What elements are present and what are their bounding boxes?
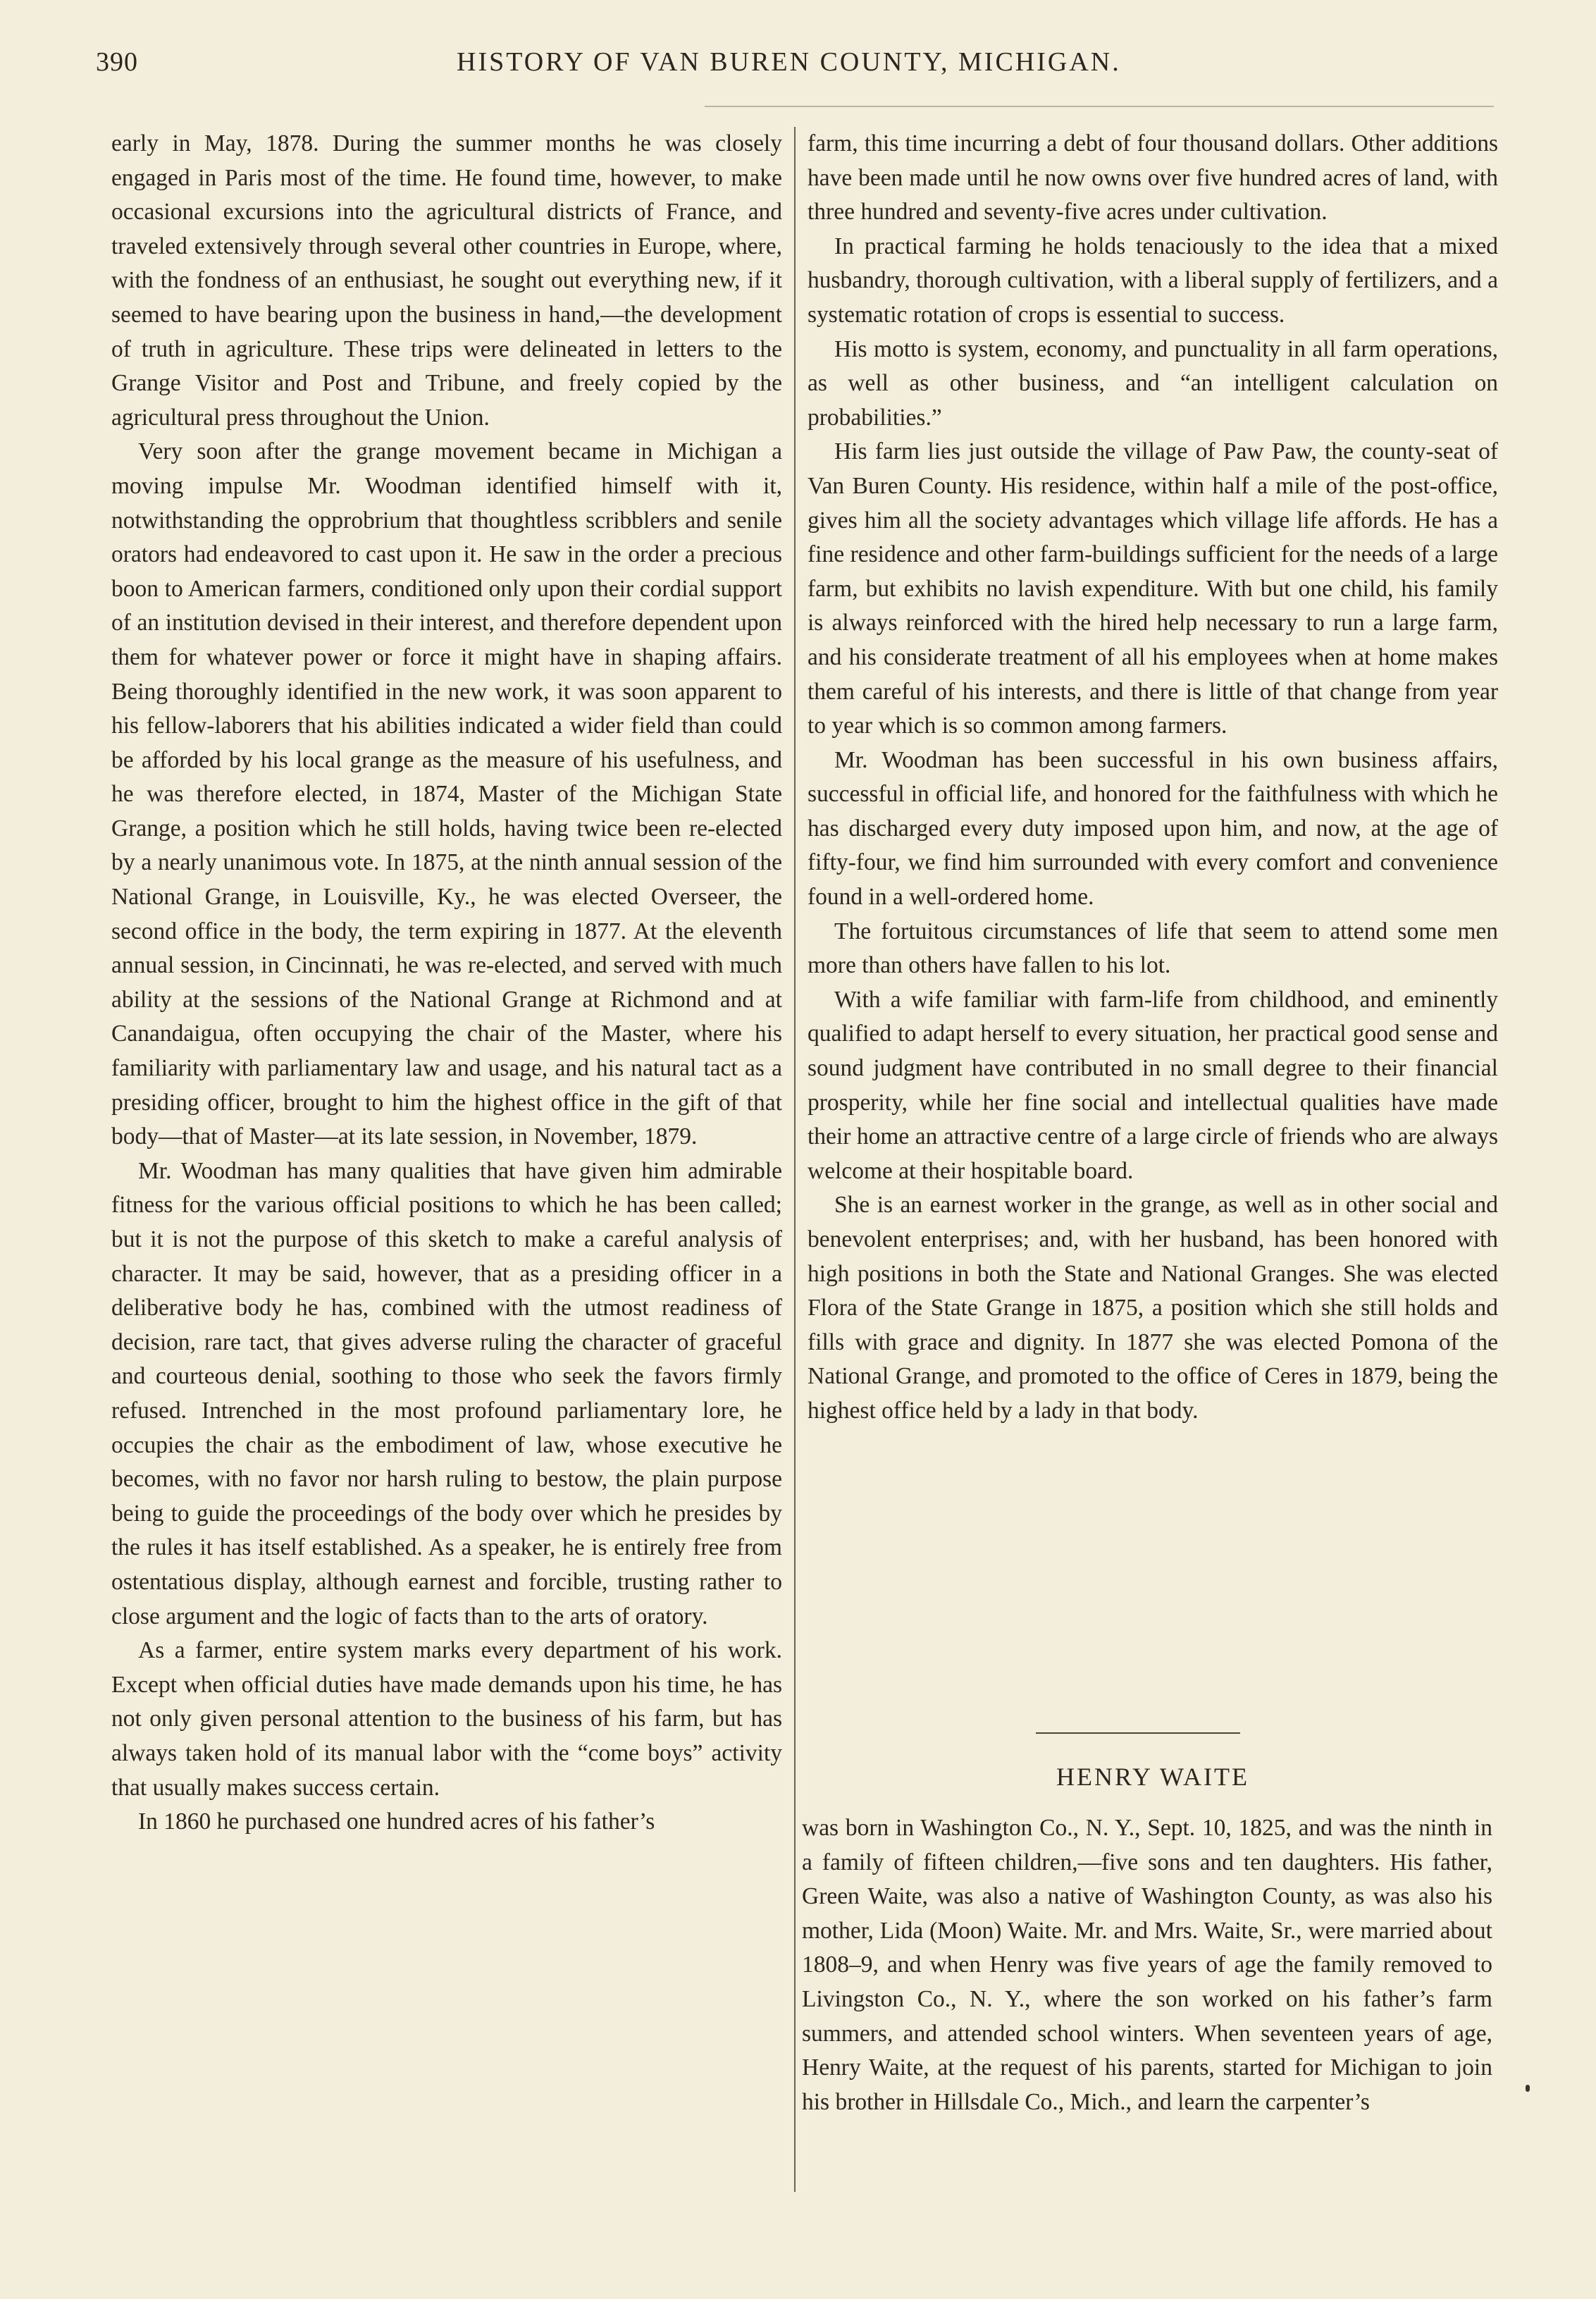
page-number: 390 <box>96 47 138 77</box>
paragraph: Very soon after the grange movement became in Michigan a moving impulse Mr. Woodman identified himself with it, notwithstanding the opprobrium that thoughtless scribblers and senile orators had endeavored to cast upon it. He saw in the order a precious boon to American farmers, conditioned only upon their cordial support of an institution devised in their interest, and therefore dependent upon them for whatever power or force it might have in shaping affairs. Being thoroughly identified in the new work, it was soon apparent to his fellow-laborers that his abilities indicated a wider field than could be afforded by his local grange as the measure of his usefulness, and he was therefore elected, in 1874, Master of the Michigan State Grange, a position which he still holds, having twice been re-elected by a nearly unanimous vote. In 1875, at the ninth annual session of the National Grange, in Louisville, Ky., he was elected Overseer, the second office in the body, the term expiring in 1877. At the eleventh annual session, in Cincinnati, he was re-elected, and served with much ability at the sessions of the National Grange at Richmond and at Canandaigua, often occupying the chair of the Master, where his familiarity with parliamentary law and usage, and his natural tact as a presiding officer, brought to him the highest office in the gift of that body—that of Master—at its late session, in November, 1879. <box>111 438 782 1150</box>
right-column <box>808 127 1498 1429</box>
ink-speck <box>1526 2085 1530 2092</box>
paragraph: With a wife familiar with farm-life from childhood, and eminently qualified to adapt herself to every situation, her practical good sense and sound judgment have contributed in no small degree to their financial prosperity, while her fine social and intellectual qualities have made their home an attractive centre of a large circle of friends who are always welcome at their hospitable board. <box>808 986 1498 1184</box>
running-head: HISTORY OF VAN BUREN COUNTY, MICHIGAN. <box>457 47 1121 77</box>
paragraph: His motto is system, economy, and punctuality in all farm operations, as well as other business, and “an intelligent calculation on probabilities.” <box>808 335 1498 431</box>
paragraph: farm, this time incurring a debt of four thousand dollars. Other additions have been made until he now owns over five hundred acres of land, with three hundred and seventy-five acres under cultivation. <box>808 130 1498 226</box>
paragraph: As a farmer, entire system marks every department of his work. Except when official duties have made demands upon his time, he has not only given personal attention to the business of his farm, but has always taken hold of its manual labor with the “come boys” activity that usually makes success certain. <box>111 1637 782 1801</box>
column-divider <box>794 127 796 2192</box>
section-heading: HENRY WAITE <box>1056 1763 1249 1791</box>
paragraph: His farm lies just outside the village of Paw Paw, the county-seat of Van Buren County. His residence, within half a mile of the post-office, gives him all the society advantages which village life affords. He has a fine residence and other farm-buildings sufficient for the needs of a large farm, but exhibits no lavish expenditure. With but one child, his family is always reinforced with the hired help necessary to run a large farm, and his considerate treatment of all his employees when at home makes them careful of his interests, and there is little of that change from year to year which is so common among farmers. <box>808 438 1498 739</box>
left-column <box>111 127 782 1839</box>
paragraph: early in May, 1878. During the summer months he was closely engaged in Paris most of the time. He found time, however, to make occasional excursions into the agricultural districts of France, and traveled extensively through several other countries in Europe, where, with the fondness of an enthusiast, he sought out everything new, if it seemed to have bearing upon the business in hand,—the development of truth in agriculture. These trips were delineated in letters to the Grange Visitor and Post and Tribune, and freely copied by the agricultural press throughout the Union. <box>111 130 782 431</box>
paragraph: In 1860 he purchased one hundred acres of his father’s <box>138 1808 655 1835</box>
paragraph: In practical farming he holds tenaciously to the idea that a mixed husbandry, thorough cultivation, with a liberal supply of fertilizers, and a systematic rotation of crops is essential to success. <box>808 233 1498 328</box>
paragraph: She is an earnest worker in the grange, as well as in other social and benevolent enterprises; and, with her husband, has been honored with high positions in both the State and National Granges. She was elected Flora of the State Grange in 1875, a position which she still holds and fills with grace and dignity. In 1877 she was elected Pomona of the National Grange, and promoted to the office of Ceres in 1879, being the highest office held by a lady in that body. <box>808 1192 1498 1424</box>
paragraph: was born in Washington Co., N. Y., Sept. 10, 1825, and was the ninth in a family of fifteen children,—five sons and ten daughters. His father, Green Waite, was also a native of Washington County, as was also his mother, Lida (Moon) Waite. Mr. and Mrs. Waite, Sr., were married about 1808–9, and when Henry was five years of age the family removed to Livingston Co., N. Y., where the son worked on his father’s farm summers, and attended school winters. When seventeen years of age, Henry Waite, at the request of his parents, started for Michigan to join his brother in Hillsdale Co., Mich., and learn the carpenter’s <box>802 1815 1492 2115</box>
paragraph: Mr. Woodman has been successful in his own business affairs, successful in official life, and honored for the faithfulness with which he has discharged every duty imposed upon him, and now, at the age of fifty-four, we find him surrounded with every comfort and convenience found in a well-ordered home. <box>808 746 1498 911</box>
section-body <box>802 1811 1492 2119</box>
header-rule <box>705 106 1494 107</box>
paragraph: The fortuitous circumstances of life that seem to attend some men more than others have fallen to his lot. <box>808 918 1498 979</box>
paragraph: Mr. Woodman has many qualities that have given him admirable fitness for the various official positions to which he has been called; but it is not the purpose of this sketch to make a careful analysis of character. It may be said, however, that as a presiding officer in a deliberative body he has, combined with the utmost readiness of decision, rare tact, that gives adverse ruling the character of graceful and courteous denial, soothing to those who seek the favors firmly refused. Intrenched in the most profound parliamentary lore, he occupies the chair as the embodiment of law, whose executive he becomes, with no favor nor harsh ruling to bestow, the plain purpose being to guide the proceedings of the body over which he presides by the rules it has itself established. As a speaker, he is entirely free from ostentatious display, although earnest and forcible, trusting rather to close argument and the logic of facts than to the arts of oratory. <box>111 1157 782 1629</box>
section-rule <box>1036 1732 1240 1734</box>
